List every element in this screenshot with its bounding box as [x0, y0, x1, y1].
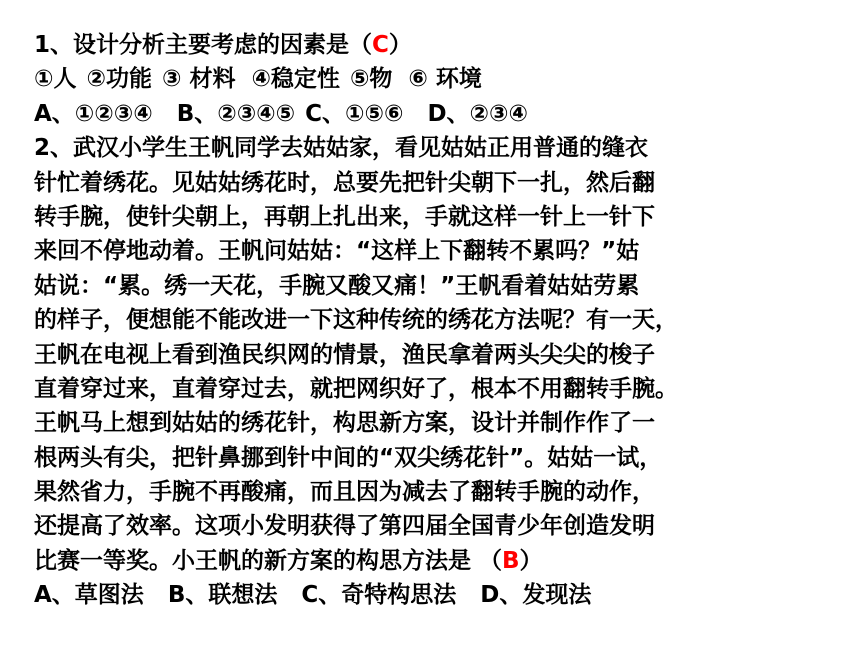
q2-line: 来回不停地动着。王帆问姑姑：“这样上下翻转不累吗？”姑: [34, 238, 640, 265]
q2-stem-end: [34, 544, 834, 578]
q2-line: 姑说：“累。绣一天花，手腕又酸又痛！”王帆看着姑姑劳累: [34, 272, 640, 299]
q2-option-d: D、发现法: [480, 582, 592, 609]
q2-stem-suffix: ）: [519, 547, 543, 574]
slide: [34, 28, 834, 628]
q2-line: 针忙着绣花。见姑姑绣花时，总要先把针尖朝下一扎，然后翻: [34, 169, 655, 196]
q2-answer: B: [502, 547, 520, 574]
q1-stem-prefix: 1、设计分析主要考虑的因素是（: [34, 32, 373, 58]
q2-option-b: B、联想法: [167, 582, 278, 609]
q1-option-b: B、②③④⑤: [176, 100, 296, 127]
q1-option-d: D、②③④: [427, 100, 528, 127]
q1-stem: [34, 28, 834, 62]
q1-answer: C: [372, 32, 389, 58]
q1-factors: [34, 62, 834, 96]
q2-line: 王帆在电视上看到渔民织网的情景，渔民拿着两头尖尖的梭子: [34, 341, 655, 368]
q1-factor: ④稳定性: [251, 66, 340, 93]
q2-line: 直着穿过来，直着穿过去，就把网织好了，根本不用翻转手腕。: [34, 375, 678, 402]
q2-option-c: C、奇特构思法: [301, 582, 457, 609]
q1-option-c: C、①⑤⑥: [305, 100, 404, 127]
q1-factor: ⑤物: [349, 66, 393, 93]
q2-line: 还提高了效率。这项小发明获得了第四届全国青少年创造发明: [34, 513, 655, 540]
q2-stem-prefix: 比赛一等奖。小王帆的新方案的构思方法是 （: [34, 547, 503, 574]
q2-line: 果然省力，手腕不再酸痛，而且因为减去了翻转手腕的动作，: [34, 479, 655, 506]
q2-options: [34, 578, 834, 612]
q1-option-a: A、①②③④: [34, 100, 153, 127]
q1-factor: ⑥ 环境: [408, 66, 482, 93]
q1-factor: ②功能: [86, 66, 152, 93]
q2-line: 转手腕，使针尖朝上，再朝上扎出来，手就这样一针上一针下: [34, 203, 655, 230]
q2-option-a: A、草图法: [34, 582, 144, 609]
q1-stem-suffix: ）: [388, 32, 412, 58]
q2-line: 的样子，便想能不能改进一下这种传统的绣花方法呢？有一天，: [34, 307, 678, 334]
q1-options: [34, 97, 834, 131]
q1-factor: ③ 材料: [161, 66, 236, 93]
q1-factor: ①人: [34, 66, 77, 93]
q2-line: 2、武汉小学生王帆同学去姑姑家，看见姑姑正用普通的缝衣: [34, 135, 649, 162]
q2-line: 王帆马上想到姑姑的绣花针，构思新方案，设计并制作作了一: [34, 410, 655, 437]
q2-line: 根两头有尖，把针鼻挪到针中间的“双尖绣花针”。姑姑一试，: [34, 444, 663, 471]
